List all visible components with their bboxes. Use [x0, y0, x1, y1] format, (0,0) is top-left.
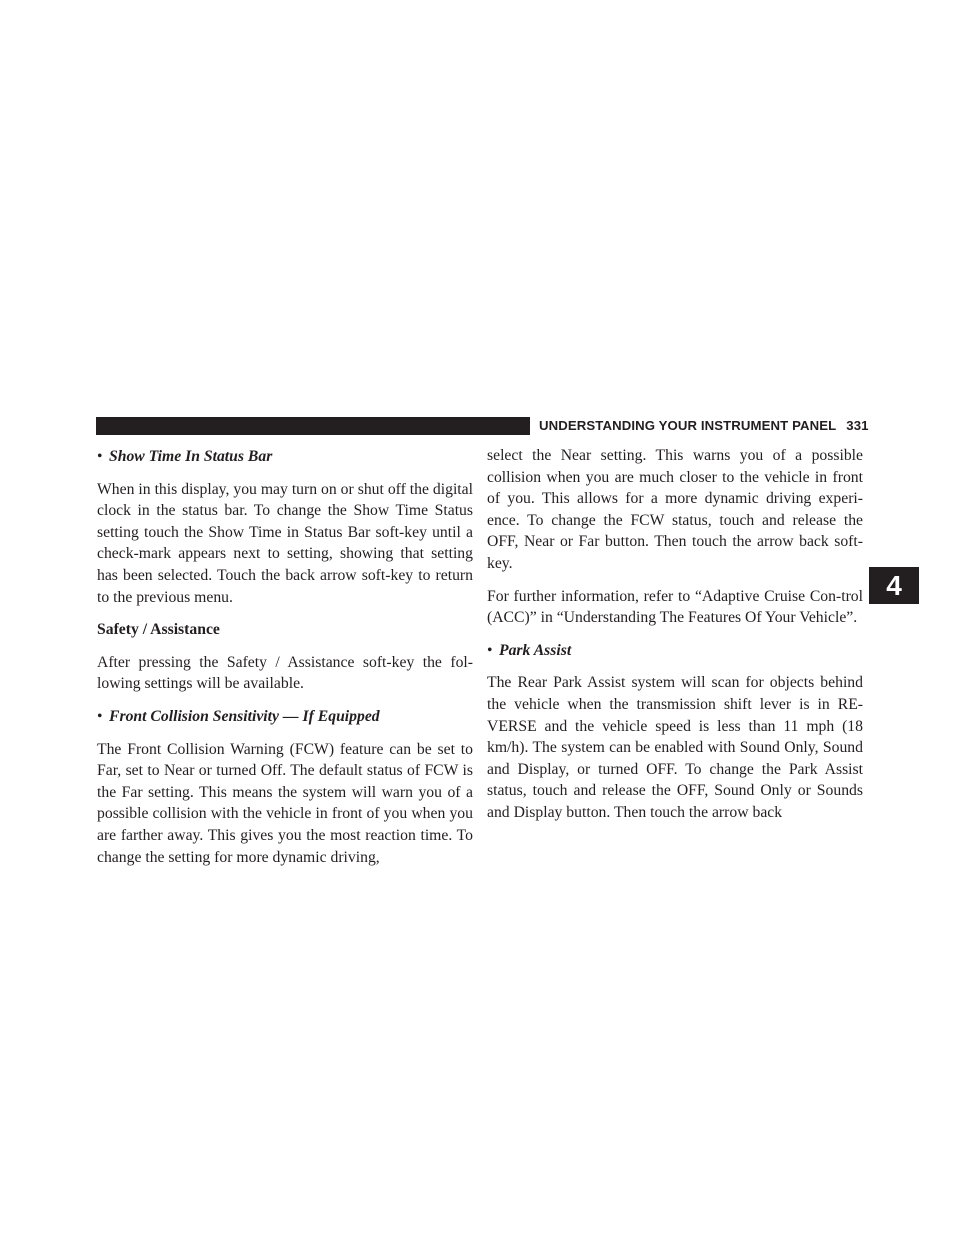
header-rule [96, 417, 530, 435]
list-item-front-collision [97, 706, 473, 728]
paragraph-near-setting: select the Near setting. This warns you of a possible collision when you are much closer to the vehicle in front of you. This allows for a more dynamic driving experi-ence. To change the FCW status, touch and release the OFF, Near or Far button. Then touch the arrow back soft-key. [487, 447, 863, 572]
left-column [97, 446, 473, 879]
bullet-label: Front Collision Sensitivity — If Equipped [109, 707, 380, 725]
paragraph-park-assist: The Rear Park Assist system will scan for objects behind the vehicle when the transmission shift lever is in RE-VERSE and the vehicle speed is less than 11 mph (18 km/h). The system can be enabled with Sound Only, Sound and Display, or turned OFF. To change the Park Assist status, touch and release the OFF, Sound Only or Sounds and Display button. Then touch the arrow back [487, 674, 863, 821]
bullet-label: Show Time In Status Bar [109, 448, 273, 465]
section-heading: Safety / Assistance [97, 621, 220, 639]
bullet-icon: • [97, 707, 103, 725]
chapter-tab: 4 [869, 567, 919, 604]
running-header [534, 415, 869, 437]
list-item-show-time [97, 446, 473, 468]
paragraph-safety-intro: After pressing the Safety / Assistance soft-key the fol-lowing settings will be available. [97, 653, 473, 693]
paragraph-fcw: The Front Collision Warning (FCW) feature can be set to Far, set to Near or turned Off. The default status of FCW is the Far setting. This means the system will warn you of a possible collision with the vehicle in front of you when you are farther away. This gives you the most reaction time. To change the setting for more dynamic driving, [97, 740, 473, 866]
bullet-icon: • [487, 641, 493, 659]
right-column [487, 445, 863, 835]
bullet-icon: • [97, 448, 103, 465]
page-number: 331 [846, 418, 869, 433]
header-title: UNDERSTANDING YOUR INSTRUMENT PANEL [539, 418, 837, 433]
paragraph-further-info: For further information, refer to “Adaptive Cruise Con-trol (ACC)” in “Understanding The Features Of Your Vehicle”. [487, 587, 863, 627]
list-item-park-assist [487, 640, 863, 662]
paragraph-show-time: When in this display, you may turn on or shut off the digital clock in the status bar. To change the Show Time Status setting touch the Show Time in Status Bar soft-key until a check-mark appears next to setting, showing that setting has been selected. Touch the back arrow soft-key to return to the previous menu. [97, 480, 473, 606]
bullet-label: Park Assist [499, 641, 572, 659]
